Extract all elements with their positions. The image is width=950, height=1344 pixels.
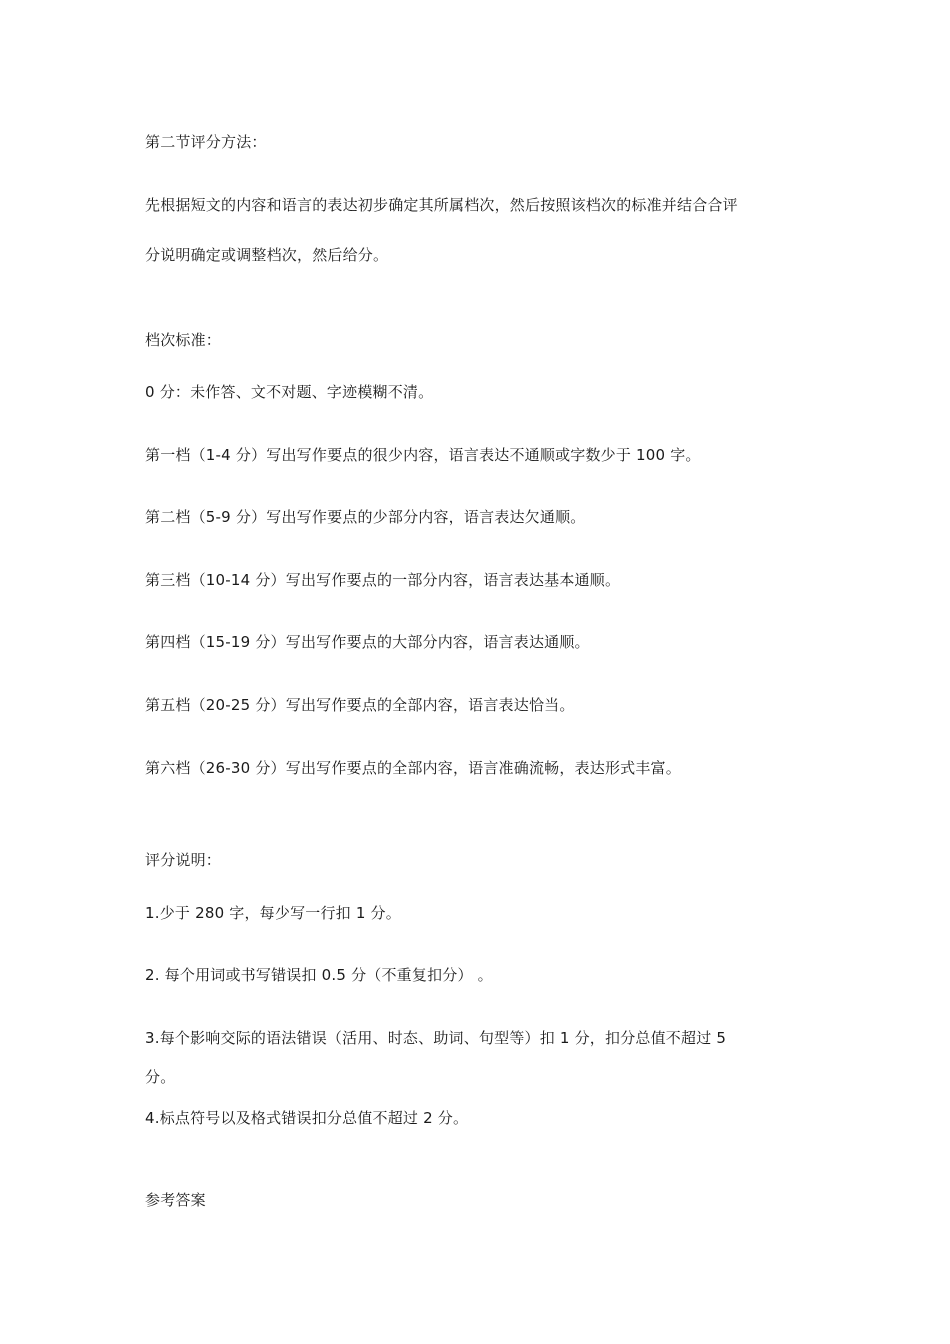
- grade-standard-item: 第二档（5-9 分）写出写作要点的少部分内容，语言表达欠通顺。: [145, 508, 586, 526]
- scoring-notes-heading: 评分说明：: [145, 851, 222, 869]
- scoring-note-item: 2. 每个用词或书写错误扣 0.5 分（不重复扣分） 。: [145, 966, 493, 984]
- section-title: 第二节评分方法：: [145, 133, 267, 151]
- scoring-note-item-continued: 分。: [145, 1068, 176, 1086]
- grade-standard-item: 第一档（1-4 分）写出写作要点的很少内容，语言表达不通顺或字数少于 100 字。: [145, 446, 701, 464]
- grade-standard-item: 0 分：未作答、文不对题、字迹模糊不清。: [145, 383, 434, 401]
- grade-standard-item: 第五档（20-25 分）写出写作要点的全部内容，语言表达恰当。: [145, 696, 575, 714]
- grade-standard-item: 第三档（10-14 分）写出写作要点的一部分内容，语言表达基本通顺。: [145, 571, 621, 589]
- scoring-note-item: 1.少于 280 字，每少写一行扣 1 分。: [145, 904, 401, 922]
- intro-line-2: 分说明确定或调整档次，然后给分。: [145, 246, 389, 264]
- grade-standard-item: 第六档（26-30 分）写出写作要点的全部内容，语言准确流畅，表达形式丰富。: [145, 759, 681, 777]
- grade-standard-item: 第四档（15-19 分）写出写作要点的大部分内容，语言表达通顺。: [145, 633, 590, 651]
- intro-line-1: 先根据短文的内容和语言的表达初步确定其所属档次，然后按照该档次的标准并结合合评: [145, 196, 738, 214]
- reference-answer-heading: 参考答案: [145, 1191, 206, 1209]
- scoring-note-item: 3.每个影响交际的语法错误（活用、时态、助词、句型等）扣 1 分，扣分总值不超过 5: [145, 1029, 727, 1047]
- scoring-note-item: 4.标点符号以及格式错误扣分总值不超过 2 分。: [145, 1109, 469, 1127]
- grade-standards-heading: 档次标准：: [145, 331, 222, 349]
